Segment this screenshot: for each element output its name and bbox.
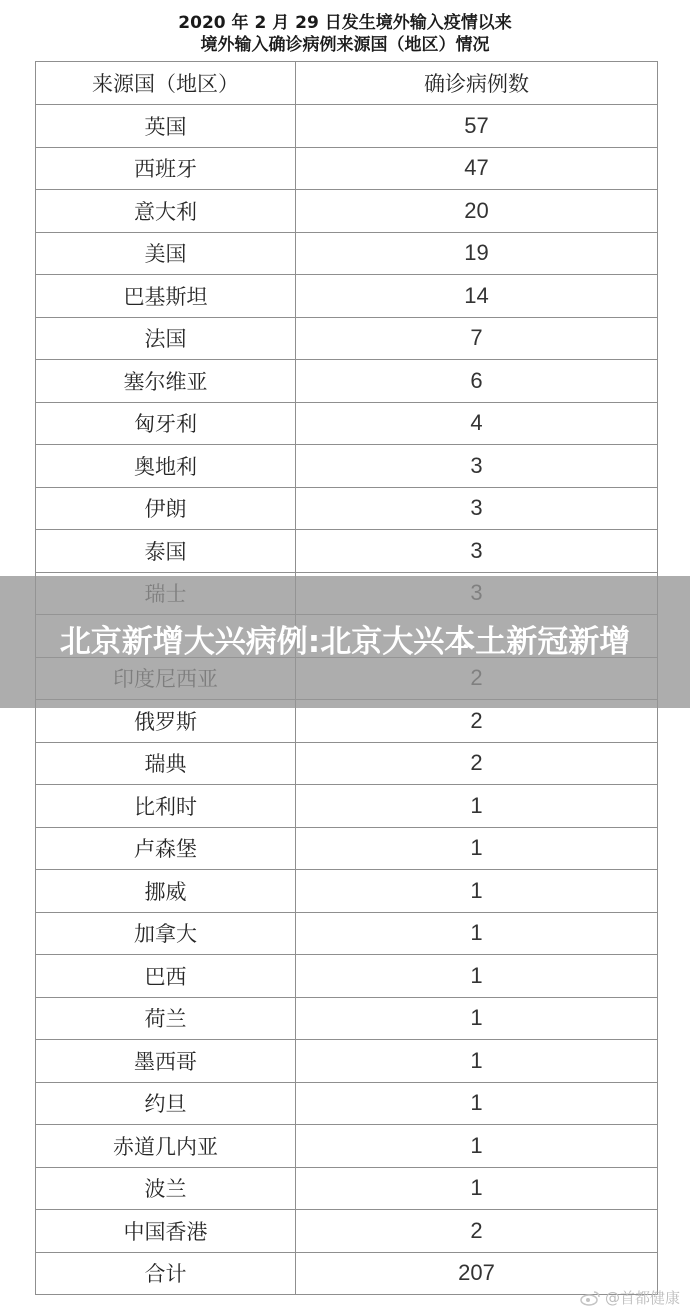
watermark-text: @首都健康 (604, 1289, 680, 1307)
country-cell: 卢森堡 (36, 827, 296, 870)
count-cell: 3 (296, 445, 658, 488)
count-cell: 1 (296, 955, 658, 998)
count-cell: 1 (296, 1125, 658, 1168)
country-cell: 瑞典 (36, 742, 296, 785)
count-cell: 47 (296, 147, 658, 190)
country-cell: 奥地利 (36, 445, 296, 488)
count-cell: 3 (296, 487, 658, 530)
watermark (579, 1287, 680, 1308)
country-cell: 法国 (36, 317, 296, 360)
country-cell: 挪威 (36, 870, 296, 913)
country-cell: 巴基斯坦 (36, 275, 296, 318)
country-cell: 合计 (36, 1252, 296, 1295)
title-line-2: 境外输入确诊病例来源国（地区）情况 (200, 35, 490, 55)
country-cell: 比利时 (36, 785, 296, 828)
weibo-logo-icon (579, 1290, 601, 1306)
country-cell: 波兰 (36, 1167, 296, 1210)
count-cell: 19 (296, 232, 658, 275)
table-row (36, 1252, 658, 1295)
table-row (36, 147, 658, 190)
country-cell: 伊朗 (36, 487, 296, 530)
table-row (36, 275, 658, 318)
table-row (36, 870, 658, 913)
table-row (36, 1167, 658, 1210)
count-cell: 1 (296, 1040, 658, 1083)
count-cell: 2 (296, 742, 658, 785)
count-cell: 57 (296, 105, 658, 148)
country-cell: 加拿大 (36, 912, 296, 955)
header-country: 来源国（地区） (36, 62, 296, 105)
country-cell: 中国香港 (36, 1210, 296, 1253)
country-cell: 泰国 (36, 530, 296, 573)
count-cell: 6 (296, 360, 658, 403)
country-cell: 美国 (36, 232, 296, 275)
count-cell: 7 (296, 317, 658, 360)
count-cell: 4 (296, 402, 658, 445)
document-title (0, 12, 690, 56)
country-cell: 英国 (36, 105, 296, 148)
table-row (36, 530, 658, 573)
table-row (36, 1210, 658, 1253)
count-cell: 1 (296, 997, 658, 1040)
country-cell: 巴西 (36, 955, 296, 998)
country-cell: 西班牙 (36, 147, 296, 190)
country-cell: 赤道几内亚 (36, 1125, 296, 1168)
table-row (36, 827, 658, 870)
country-cell: 意大利 (36, 190, 296, 233)
table-header-row (36, 62, 658, 105)
country-cell: 塞尔维亚 (36, 360, 296, 403)
count-cell: 1 (296, 827, 658, 870)
table-row (36, 445, 658, 488)
country-cell: 约旦 (36, 1082, 296, 1125)
overlay-caption: 北京新增大兴病例:北京大兴本土新冠新增 (59, 624, 631, 660)
country-cell: 荷兰 (36, 997, 296, 1040)
table-row (36, 997, 658, 1040)
count-cell: 1 (296, 785, 658, 828)
country-cell: 匈牙利 (36, 402, 296, 445)
count-cell: 207 (296, 1252, 658, 1295)
count-cell: 3 (296, 530, 658, 573)
table-row (36, 742, 658, 785)
table-row (36, 105, 658, 148)
table-row (36, 402, 658, 445)
table-row (36, 912, 658, 955)
table-row (36, 1082, 658, 1125)
count-cell: 2 (296, 1210, 658, 1253)
count-cell: 20 (296, 190, 658, 233)
count-cell: 1 (296, 870, 658, 913)
table-row (36, 317, 658, 360)
table-row (36, 955, 658, 998)
country-cell: 俄罗斯 (36, 700, 296, 743)
table-row (36, 487, 658, 530)
table-row (36, 190, 658, 233)
table-row (36, 360, 658, 403)
table-row (36, 1040, 658, 1083)
count-cell: 14 (296, 275, 658, 318)
title-line-1: 2020 年 2 月 29 日发生境外输入疫情以来 (178, 13, 512, 33)
count-cell: 1 (296, 1082, 658, 1125)
count-cell: 2 (296, 700, 658, 743)
count-cell: 1 (296, 1167, 658, 1210)
table-row (36, 785, 658, 828)
caption-overlay (0, 576, 690, 708)
table-row (36, 1125, 658, 1168)
country-cell: 墨西哥 (36, 1040, 296, 1083)
table-row (36, 232, 658, 275)
header-count: 确诊病例数 (296, 62, 658, 105)
count-cell: 1 (296, 912, 658, 955)
